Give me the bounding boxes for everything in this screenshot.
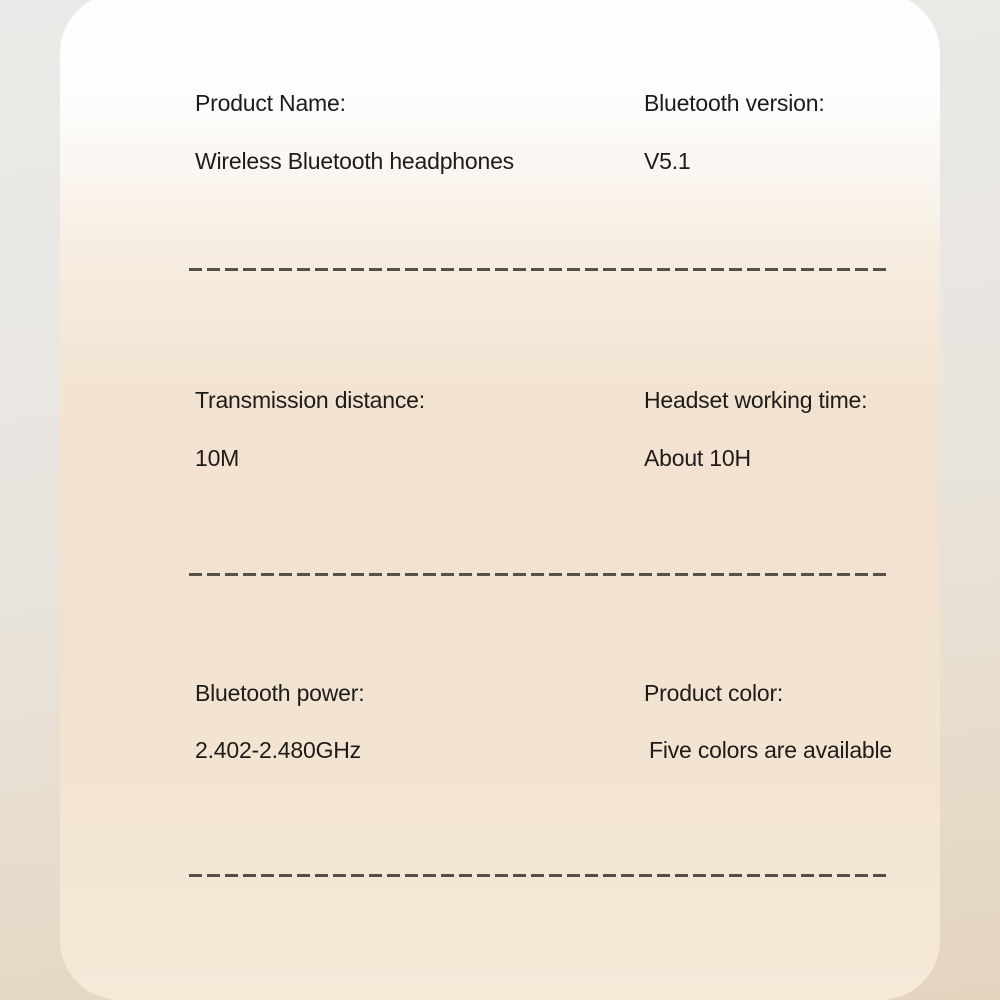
bluetooth-power-label: Bluetooth power: [195,680,365,706]
dashed-divider [189,573,888,576]
dashed-divider [189,268,888,271]
dashed-divider [189,874,888,877]
product-color-label: Product color: [644,680,784,706]
working-time-value: About 10H [644,445,751,471]
product-name-value: Wireless Bluetooth headphones [195,148,514,174]
bluetooth-version-value: V5.1 [644,148,691,174]
product-color-value: Five colors are available [649,737,893,763]
bluetooth-version-label: Bluetooth version: [644,90,825,116]
spec-card [60,0,940,1000]
working-time-label: Headset working time: [644,387,868,413]
bluetooth-power-value: 2.402-2.480GHz [195,737,361,763]
transmission-distance-value: 10M [195,445,240,471]
transmission-distance-label: Transmission distance: [195,387,425,413]
product-name-label: Product Name: [195,90,346,116]
